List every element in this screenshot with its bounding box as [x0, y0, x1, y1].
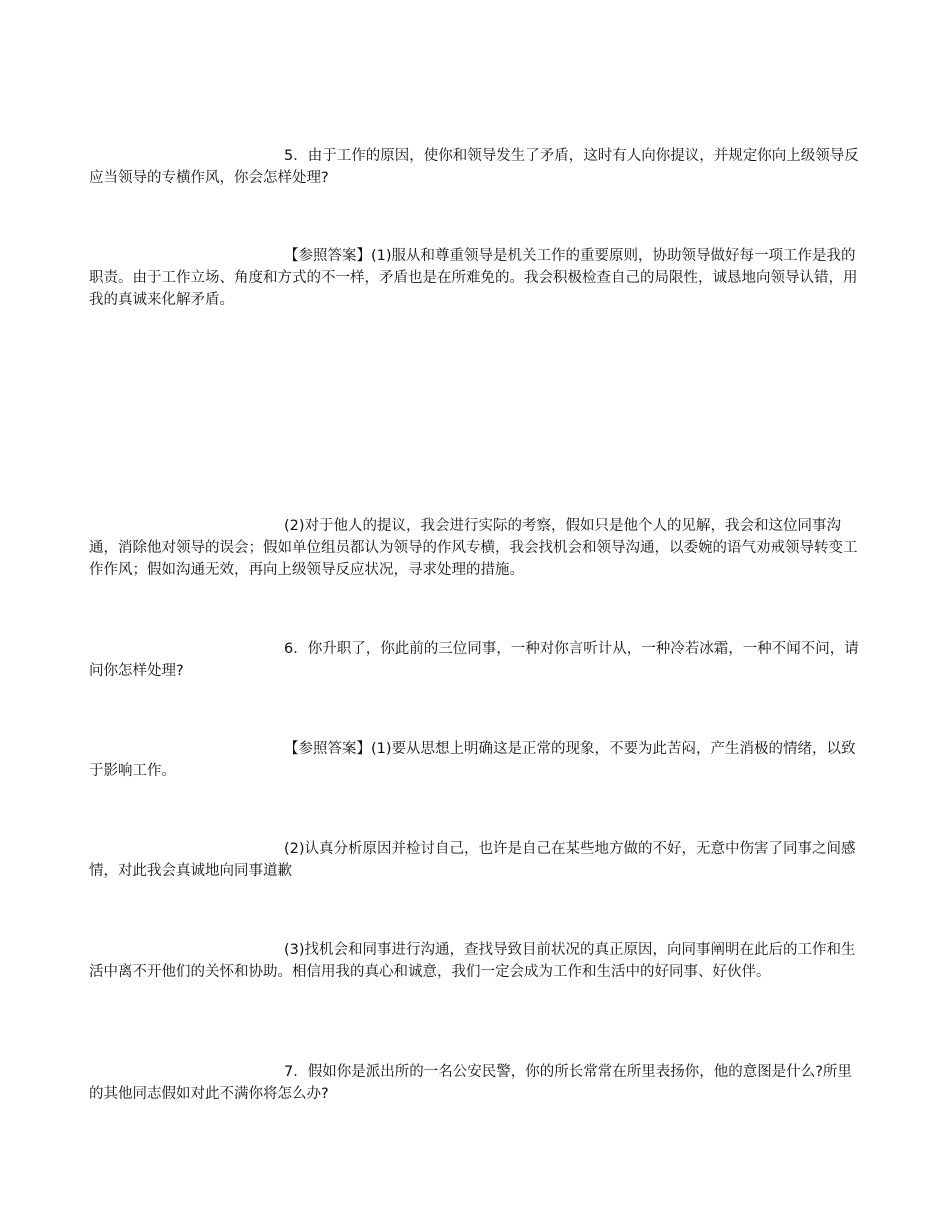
- question-6-answer-part-1: 【参照答案】(1)要从思想上明确这是正常的现象，不要为此苦闷，产生消极的情绪，以致于影响工作。: [89, 741, 856, 779]
- question-5-answer-part-2: (2)对于他人的提议，我会进行实际的考察，假如只是他个人的见解，我会和这位同事沟通，消除他对领导的误会；假如单位组员都认为领导的作风专横，我会找机会和领导沟通，以委婉的语气劝戒领导转变工作作风；假如沟通无效，再向上级领导反应状况，寻求处理的措施。: [89, 518, 858, 578]
- question-5-answer-part-1: 【参照答案】(1)服从和尊重领导是机关工作的重要原则，协助领导做好每一项工作是我的职责。由于工作立场、角度和方式的不一样，矛盾也是在所难免的。我会积极检查自己的局限性，诚恳地向领导认错，用我的真诚来化解矛盾。: [89, 248, 858, 308]
- question-7-text: 7．假如你是派出所的一名公安民警，你的所长常常在所里表扬你，他的意图是什么?所里的其他同志假如对此不满你将怎么办?: [89, 1064, 852, 1102]
- question-6-answer-part-2: (2)认真分析原因并检讨自己，也许是自己在某些地方做的不好，无意中伤害了同事之间感情，对此我会真诚地向同事道歉: [89, 841, 856, 879]
- question-6-text: 6．你升职了，你此前的三位同事，一种对你言听计从，一种冷若冰霜，一种不闻不问，请问你怎样处理?: [89, 641, 859, 679]
- question-6-answer-part-3: (3)找机会和同事进行沟通，查找导致目前状况的真正原因，向同事阐明在此后的工作和生活中离不开他们的关怀和协助。相信用我的真心和诚意，我们一定会成为工作和生活中的好同事、好伙伴。: [89, 942, 856, 980]
- question-5-text: 5．由于工作的原因，使你和领导发生了矛盾，这时有人向你提议，并规定你向上级领导反应当领导的专横作风，你会怎样处理?: [89, 148, 859, 186]
